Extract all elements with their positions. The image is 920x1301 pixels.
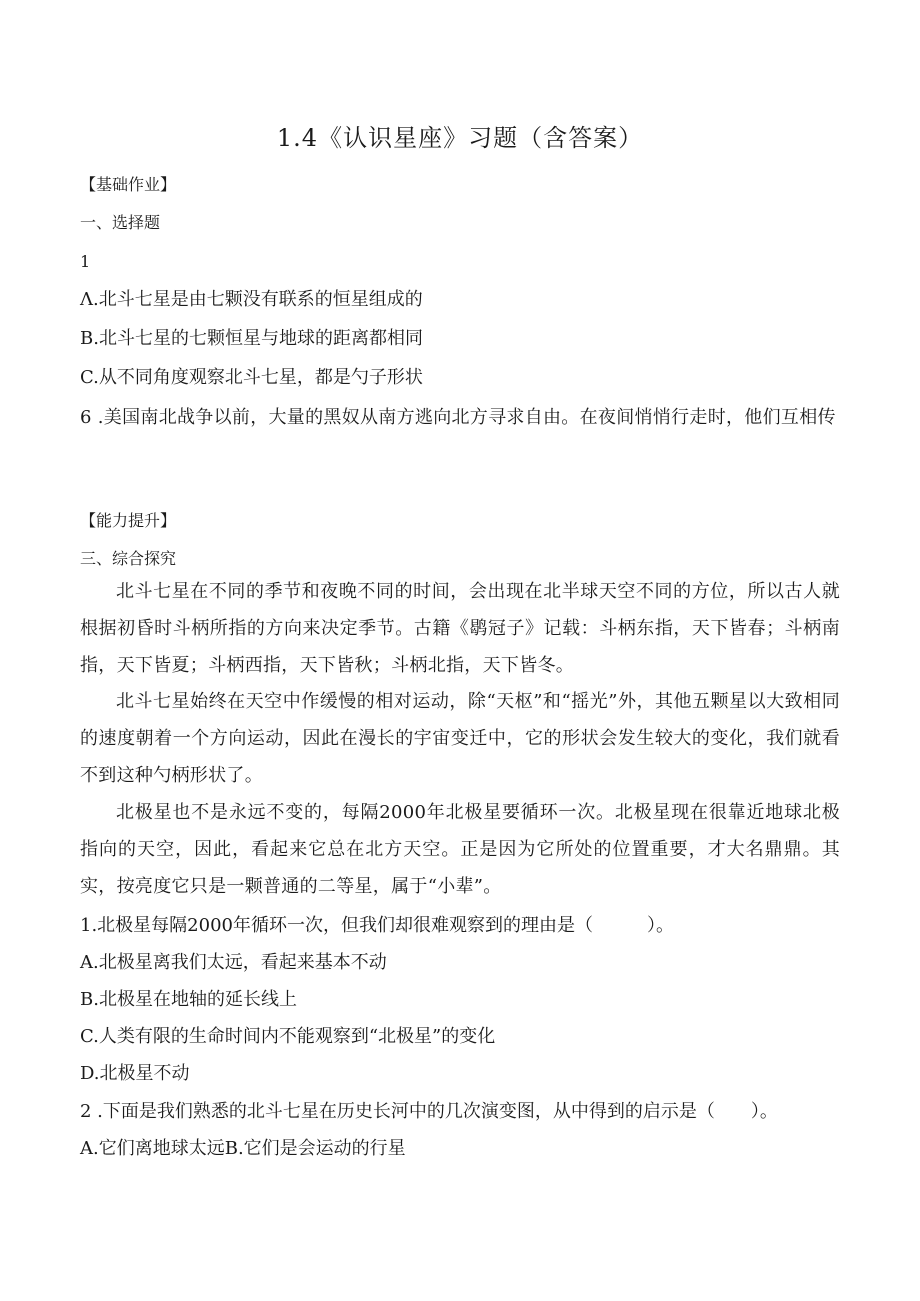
basic-section-heading: 【基础作业】 (80, 175, 177, 194)
passage-paragraph-2: 北斗七星始终在天空中作缓慢的相对运动，除“天枢”和“摇光”外，其他五颗星以大致相同的速度朝着一个方向运动，因此在漫长的宇宙变迁中，它的形状会发生较大的变化，我们就看不到这种勺柄形状了。 (80, 691, 840, 786)
option-a: Λ.北斗七星是由七颗没有联系的恒星组成的 (80, 289, 423, 310)
option-c: C.从不同角度观察北斗七星，都是勺子形状 (80, 367, 423, 388)
question-1-option-b: B.北极星在地轴的延长线上 (80, 989, 297, 1010)
advanced-section-heading: 【能力提升】 (80, 511, 177, 530)
option-b: B.北斗七星的七颗恒星与地球的距离都相同 (80, 328, 423, 349)
inquiry-subheading: 三、综合探究 (80, 549, 177, 568)
choice-subheading: 一、选择题 (80, 213, 161, 232)
question-2-options: A.它们离地球太远B.它们是会运动的行星 (80, 1138, 406, 1159)
question-1-option-a: A.北极星离我们太远，看起来基本不动 (80, 952, 387, 973)
passage-paragraph-1: 北斗七星在不同的季节和夜晚不同的时间，会出现在北半球天空不同的方位，所以古人就根据初昏时斗柄所指的方向来决定季节。古籍《鹖冠子》记载：斗柄东指，天下皆春；斗柄南指，天下皆夏；斗柄西指，天下皆秋；斗柄北指，天下皆冬。 (80, 581, 840, 676)
question-1-option-d: D.北极星不动 (80, 1063, 190, 1084)
question-number: 1 (80, 252, 91, 271)
question-6: 6 .美国南北战争以前，大量的黑奴从南方逃向北方寻求自由。在夜间悄悄行走时，他们互相传 (80, 407, 836, 428)
passage-paragraph-3: 北极星也不是永远不变的，每隔2000年北极星要循环一次。北极星现在很靠近地球北极指向的天空，因此，看起来它总在北方天空。正是因为它所处的位置重要，才大名鼎鼎。其实，按亮度它只是一颗普通的二等星，属于“小辈”。 (80, 802, 840, 897)
question-1-stem: 1.北极星每隔2000年循环一次，但我们却很难观察到的理由是（ ）。 (80, 915, 674, 936)
question-2-stem: 2 .下面是我们熟悉的北斗七星在历史长河中的几次演变图，从中得到的启示是（ ）。 (80, 1101, 778, 1122)
page-title: 1.4《认识星座》习题（含答案） (276, 124, 644, 152)
question-1-option-c: C.人类有限的生命时间内不能观察到“北极星”的变化 (80, 1026, 496, 1047)
